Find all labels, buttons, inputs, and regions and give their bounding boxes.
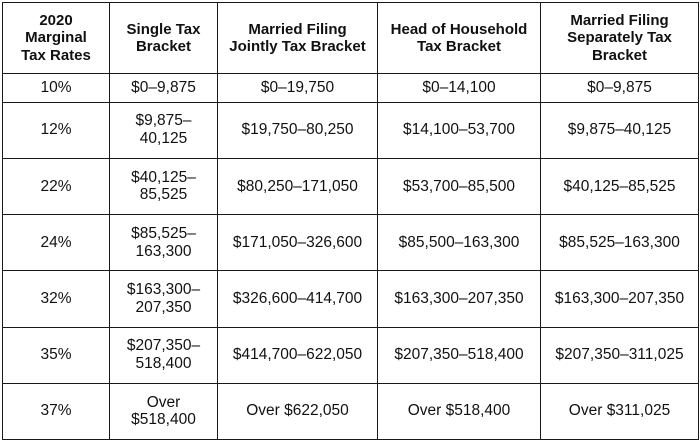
tax-bracket-table	[2, 2, 699, 440]
household-bracket-cell: $207,350–518,400	[378, 327, 541, 383]
cell-line: 40,125	[139, 130, 188, 148]
joint-bracket-cell: $80,250–171,050	[218, 158, 378, 214]
single-bracket-cell	[110, 327, 218, 383]
header-line: Separately Tax	[567, 29, 672, 47]
separate-bracket-cell: $0–9,875	[541, 74, 699, 103]
household-bracket-cell: $163,300–207,350	[378, 271, 541, 327]
table-row	[3, 74, 699, 103]
cell-line: 163,300	[135, 242, 192, 260]
table-row	[3, 158, 699, 214]
header-line: Married Filing	[570, 12, 669, 30]
joint-bracket-cell: $171,050–326,600	[218, 215, 378, 271]
table-row	[3, 102, 699, 158]
household-bracket-cell: $14,100–53,700	[378, 102, 541, 158]
header-line: Tax Bracket	[417, 38, 501, 55]
rate-cell: 37%	[3, 383, 110, 439]
separate-bracket-cell: Over $311,025	[541, 383, 699, 439]
household-bracket-cell: Over $518,400	[378, 383, 541, 439]
cell-line: $0–9,875	[131, 78, 196, 96]
single-bracket-cell	[110, 74, 218, 103]
household-bracket-cell: $53,700–85,500	[378, 158, 541, 214]
rate-cell: 10%	[3, 74, 110, 103]
header-line: Tax Rates	[21, 46, 91, 64]
joint-bracket-cell: Over $622,050	[218, 383, 378, 439]
header-married-jointly-bracket	[218, 3, 378, 74]
header-line: Marginal	[25, 29, 87, 47]
separate-bracket-cell: $207,350–311,025	[541, 327, 699, 383]
cell-line: $518,400	[131, 411, 196, 429]
cell-line: Over	[146, 393, 181, 411]
cell-line: 518,400	[135, 355, 192, 373]
header-line: Head of Household	[390, 20, 528, 38]
separate-bracket-cell: $85,525–163,300	[541, 215, 699, 271]
household-bracket-cell: $0–14,100	[378, 74, 541, 103]
header-married-separately-bracket	[541, 3, 699, 74]
joint-bracket-cell: $0–19,750	[218, 74, 378, 103]
cell-line: $9,875–	[135, 112, 192, 130]
cell-line: $40,125–	[131, 168, 196, 186]
rate-cell: 35%	[3, 327, 110, 383]
separate-bracket-cell: $40,125–85,525	[541, 158, 699, 214]
header-line: Single Tax	[126, 20, 201, 38]
header-line: Married Filing	[248, 20, 347, 38]
rate-cell: 12%	[3, 102, 110, 158]
cell-line: $163,300–	[126, 281, 201, 299]
cell-line: $207,350–	[126, 337, 201, 355]
rate-cell: 24%	[3, 215, 110, 271]
header-line: Jointly Tax Bracket	[229, 38, 366, 55]
header-line: 2020	[39, 12, 73, 30]
cell-line: 85,525	[139, 186, 188, 204]
single-bracket-cell	[110, 271, 218, 327]
joint-bracket-cell: $326,600–414,700	[218, 271, 378, 327]
rate-cell: 22%	[3, 158, 110, 214]
joint-bracket-cell: $414,700–622,050	[218, 327, 378, 383]
separate-bracket-cell: $9,875–40,125	[541, 102, 699, 158]
single-bracket-cell	[110, 383, 218, 439]
header-line: Bracket	[591, 46, 648, 64]
single-bracket-cell	[110, 158, 218, 214]
household-bracket-cell: $85,500–163,300	[378, 215, 541, 271]
header-row	[3, 3, 699, 74]
header-single-tax-bracket	[110, 3, 218, 74]
table-row	[3, 383, 699, 439]
header-line: Bracket	[135, 38, 192, 55]
single-bracket-cell	[110, 215, 218, 271]
cell-line: 207,350	[135, 298, 192, 316]
table-row	[3, 271, 699, 327]
table-row	[3, 215, 699, 271]
rate-cell: 32%	[3, 271, 110, 327]
table-row	[3, 327, 699, 383]
header-marginal-tax-rates	[3, 3, 110, 74]
separate-bracket-cell: $163,300–207,350	[541, 271, 699, 327]
joint-bracket-cell: $19,750–80,250	[218, 102, 378, 158]
single-bracket-cell	[110, 102, 218, 158]
cell-line: $85,525–	[131, 224, 196, 242]
header-head-of-household-bracket	[378, 3, 541, 74]
